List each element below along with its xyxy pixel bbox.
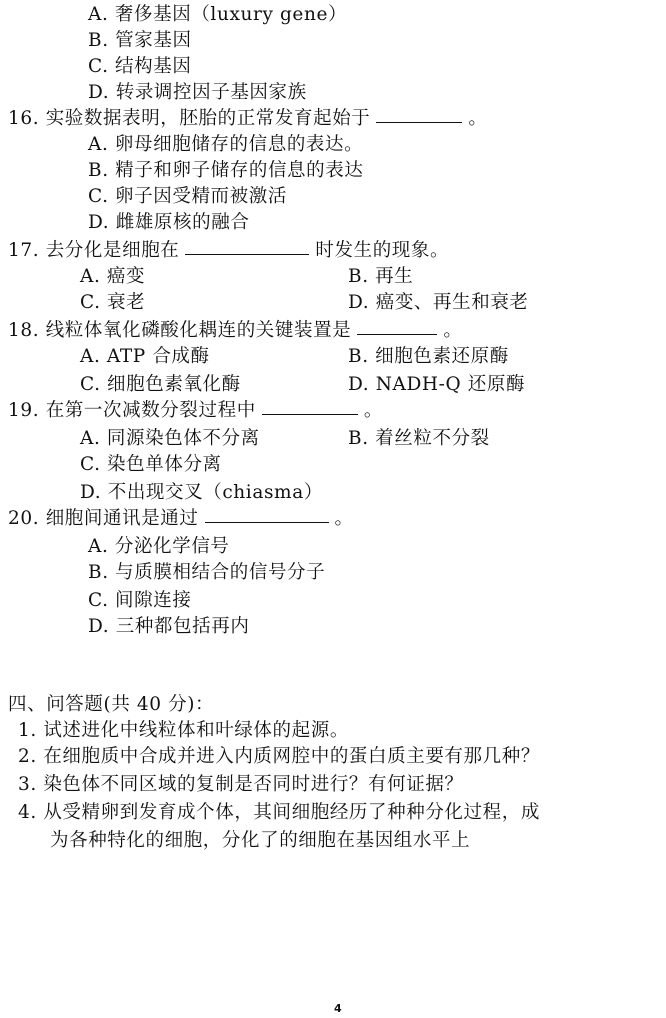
q18-option-b: B. 细胞色素还原酶 [348, 346, 509, 367]
essay-question-3: 3. 染色体不同区域的复制是否同时进行？有何证据？ [18, 774, 464, 795]
question-16-stem: 16. 实验数据表明，胚胎的正常发育起始于 [8, 108, 371, 129]
q16-option-b: B. 精子和卵子储存的信息的表达 [88, 160, 364, 181]
q15-option-a: A. 奢侈基因（luxury gene） [88, 4, 348, 25]
q18-option-a: A. ATP 合成酶 [80, 346, 210, 367]
question-16-end: 。 [468, 108, 488, 129]
q20-option-a: A. 分泌化学信号 [88, 536, 230, 557]
question-17 [8, 238, 449, 264]
q19-option-d: D. 不出现交叉（chiasma） [80, 482, 323, 503]
question-19 [8, 398, 383, 424]
question-18-stem: 18. 线粒体氧化磷酸化耦连的关键装置是 [8, 320, 352, 341]
q17-option-b: B. 再生 [348, 266, 414, 287]
q20-option-b: B. 与质膜相结合的信号分子 [88, 562, 326, 583]
essay-question-1: 1. 试述进化中线粒体和叶绿体的起源。 [18, 720, 349, 741]
essay-question-4: 4. 从受精卵到发育成个体，其间细胞经历了种种分化过程，成 [18, 802, 540, 823]
question-19-stem: 19. 在第一次减数分裂过程中 [8, 400, 256, 421]
q16-option-a: A. 卵母细胞储存的信息的表达。 [88, 134, 364, 155]
q17-option-d: D. 癌变、再生和衰老 [348, 292, 529, 313]
answer-blank [185, 254, 309, 255]
q16-option-d: D. 雌雄原核的融合 [88, 212, 250, 233]
q17-option-c: C. 衰老 [80, 292, 146, 313]
question-20-stem: 20. 细胞间通讯是通过 [8, 508, 199, 529]
q20-option-c: C. 间隙连接 [88, 590, 192, 611]
question-18-end: 。 [443, 320, 463, 341]
page-number: 4 [334, 1002, 342, 1015]
answer-blank [205, 522, 329, 523]
essay-question-2: 2. 在细胞质中合成并进入内质网腔中的蛋白质主要有那几种？ [18, 746, 540, 767]
q19-option-a: A. 同源染色体不分离 [80, 428, 260, 449]
answer-blank [357, 334, 437, 335]
q19-option-b: B. 着丝粒不分裂 [348, 428, 490, 449]
q20-option-d: D. 三种都包括再内 [88, 616, 250, 637]
question-18 [8, 318, 462, 344]
question-20-end: 。 [334, 508, 354, 529]
q18-option-d: D. NADH-Q 还原酶 [348, 374, 526, 395]
q15-option-b: B. 管家基因 [88, 30, 192, 51]
q17-option-a: A. 癌变 [80, 266, 146, 287]
q18-option-c: C. 细胞色素氧化酶 [80, 374, 241, 395]
q15-option-d: D. 转录调控因子基因家族 [88, 82, 307, 103]
section-4-title: 四、问答题(共 40 分)： [8, 694, 215, 715]
answer-blank [262, 414, 358, 415]
question-16 [8, 106, 488, 132]
question-17-end: 时发生的现象。 [315, 240, 450, 261]
q15-option-c: C. 结构基因 [88, 56, 192, 77]
question-17-stem: 17. 去分化是细胞在 [8, 240, 180, 261]
q16-option-c: C. 卵子因受精而被激活 [88, 186, 287, 207]
question-20 [8, 506, 354, 532]
answer-blank [376, 122, 462, 123]
q19-option-c: C. 染色单体分离 [80, 454, 222, 475]
question-19-end: 。 [363, 400, 383, 421]
essay-question-4-continued: 为各种特化的细胞，分化了的细胞在基因组水平上 [50, 830, 471, 851]
